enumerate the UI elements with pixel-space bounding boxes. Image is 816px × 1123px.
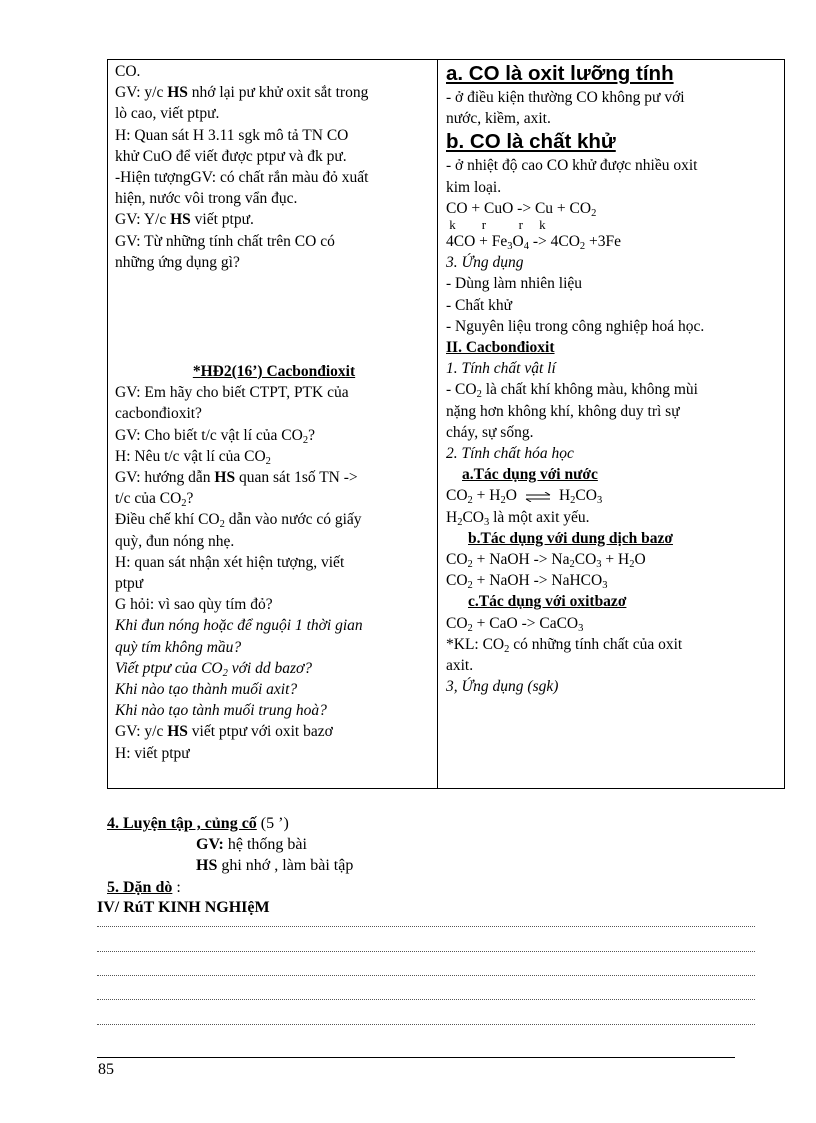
text-line: ptpư: [115, 575, 144, 593]
text-line: - Dùng làm nhiên liệu: [446, 275, 583, 293]
dotted-line: [97, 1024, 755, 1025]
equation: $CO_2$ + NaOH -> $Na_2CO_3 + H_2O$: [446, 551, 646, 571]
text-line: - ở nhiệt độ cao CO khử được nhiều oxit: [446, 157, 698, 175]
text-line: H: Quan sát H 3.11 sgk mô tả TN CO: [115, 126, 349, 144]
text-line: Khi đun nóng hoặc để nguội 1 thời gian: [115, 617, 363, 635]
text-line: CO.: [115, 63, 141, 80]
text-line: - Nguyên liệu trong công nghiệp hoá học.: [446, 317, 705, 335]
page-number: 85: [98, 1061, 114, 1078]
text-line: quỳ tím không mầu?: [115, 638, 242, 656]
oxidation-labels: k r r k: [446, 217, 546, 233]
subheading-water: a.Tác dụng với nước: [462, 466, 598, 484]
text-line: cacbonđioxit?: [115, 405, 202, 423]
text-line: - Chất khử: [446, 296, 513, 314]
gv-line: GV: hệ thống bài: [196, 836, 307, 853]
subheading-basic-oxide: c.Tác dụng với oxitbazơ: [468, 593, 627, 611]
text-line: cháy, sự sống.: [446, 423, 534, 441]
text-line: GV: hướng dẫn HS quan sát 1số TN ->: [115, 469, 358, 487]
heading-co-amphoteric: a. CO là oxit lưỡng tính: [446, 62, 674, 85]
text-line: axit.: [446, 657, 474, 675]
text-line: G hỏi: vì sao qùy tím đỏ?: [115, 596, 273, 614]
hs-line: HS ghi nhớ , làm bài tập: [196, 857, 354, 874]
text-line: Viết ptpư của $CO_2$ với dd bazơ?: [115, 659, 312, 679]
text-line: t/c của $CO_2$?: [115, 490, 194, 510]
text-line: Khi nào tạo thành muối axit?: [115, 681, 298, 699]
activity-title: *HĐ2(16’) Cacbonđioxit: [192, 363, 356, 381]
text-line: khử CuO để viết được ptpư và đk pư.: [115, 147, 347, 165]
dotted-line: [97, 926, 755, 927]
text-line: *KL: $CO_2$ có những tính chất của oxit: [446, 635, 683, 655]
subsection-title: 1. Tính chất vật lí: [446, 360, 556, 378]
teacher-activity-column: [108, 60, 438, 789]
text-line: lò cao, viết ptpư.: [115, 105, 220, 123]
text-line: GV: Y/c HS viết ptpư.: [115, 211, 254, 229]
text-line: GV: y/c HS viết ptpư với oxit bazơ: [115, 723, 333, 741]
practice-heading: 4. Luyện tập , củng cố (5 ’): [107, 815, 289, 832]
text-line: H: viết ptpư: [115, 744, 190, 762]
footer-rule: [97, 1057, 735, 1058]
subsection-title: 3. Ứng dụng: [446, 254, 524, 272]
text-line: Điều chế khí $CO_2$ dẫn vào nước có giấy: [115, 511, 362, 531]
text-line: GV: Cho biết t/c vật lí của $CO_2$?: [115, 426, 315, 446]
text-line: 3, Ứng dụng (sgk): [446, 678, 559, 696]
text-line: kim loại.: [446, 178, 502, 196]
subsection-title: 2. Tính chất hóa học: [446, 445, 574, 463]
text-line: nặng hơn không khí, không duy trì sự: [446, 402, 680, 420]
text-line: GV: Em hãy cho biết CTPT, PTK của: [115, 384, 349, 402]
text-line: GV: y/c HS nhớ lại pư khử oxit sắt trong: [115, 84, 369, 102]
review-heading: IV/ RúT KINH NGHIệM: [97, 899, 270, 916]
dotted-line: [97, 999, 755, 1000]
text-line: quỳ, đun nóng nhẹ.: [115, 532, 235, 550]
equation: $4CO + Fe_3O_4 -> 4CO_2 +3Fe$: [446, 233, 622, 253]
equation: CO + CuO -> $Cu + CO_2$: [446, 199, 597, 219]
equilibrium-arrow-icon: [525, 492, 551, 502]
text-line: hiện, nước vôi trong vẩn đục.: [115, 190, 298, 208]
content-column: [438, 60, 785, 789]
heading-co-reducer: b. CO là chất khử: [446, 130, 616, 154]
lesson-table: [107, 59, 785, 789]
text-line: GV: Từ những tính chất trên CO có: [115, 232, 335, 250]
text-line: -Hiện tượngGV: có chất rắn màu đỏ xuất: [115, 169, 369, 187]
text-line: $H_2CO_3$ là một axit yếu.: [446, 508, 590, 528]
equation: $CO_2$ + NaOH -> NaHCO$_3$: [446, 572, 608, 592]
subheading-base: b.Tác dụng với dung dịch bazơ: [468, 529, 673, 547]
text-line: H: Nêu t/c vật lí của $CO_2$: [115, 447, 271, 467]
equation: $CO_2$ + CaO -> CaCO$_3$: [446, 614, 584, 634]
text-line: những ứng dụng gì?: [115, 253, 240, 271]
dotted-line: [97, 975, 755, 976]
section-title: II. Cacbonđioxit: [446, 339, 555, 357]
text-line: - ở điều kiện thường CO không pư với: [446, 89, 685, 106]
text-line: H: quan sát nhận xét hiện tượng, viết: [115, 553, 345, 571]
equation: $CO_2 + H_2O$ $H_2CO_3$: [446, 487, 603, 507]
dotted-line: [97, 951, 755, 952]
text-line: Khi nào tạo tành muối trung hoà?: [115, 702, 327, 720]
text-line: - $CO_2$ là chất khí không màu, không mùi: [446, 381, 698, 401]
text-line: nước, kiềm, axit.: [446, 110, 551, 128]
homework-heading: 5. Dặn dò :: [107, 879, 181, 896]
